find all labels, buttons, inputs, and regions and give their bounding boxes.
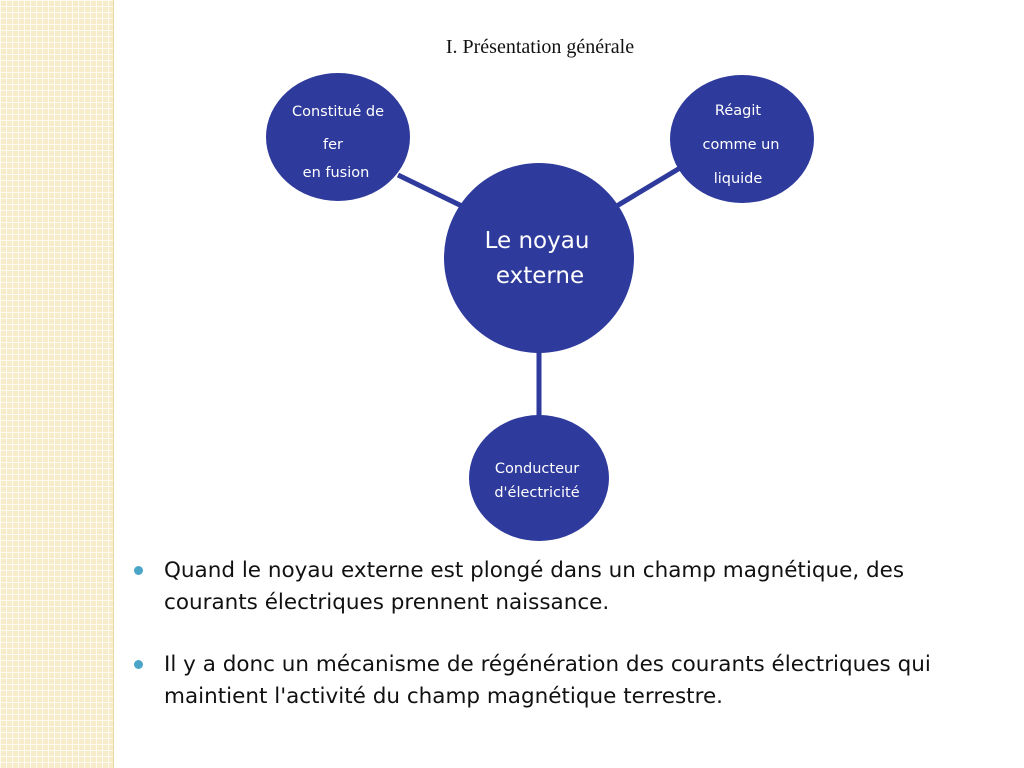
node-center	[444, 163, 634, 353]
node-bottom-line-2: d'électricité	[494, 485, 580, 501]
node-top-right-line-3: liquide	[713, 171, 763, 187]
bullet-dot-icon	[134, 566, 143, 575]
node-top-right-line-2: comme un	[702, 137, 780, 153]
bullet-dot-icon	[134, 660, 143, 669]
connector-top-left	[398, 175, 470, 210]
bullet-list	[130, 555, 970, 743]
bullet-text: Il y a donc un mécanisme de régénération des courants électriques qui maintient l'activité du champ magnétique terrestre.	[164, 652, 931, 709]
node-bottom	[469, 415, 609, 541]
bullet-item	[130, 555, 970, 619]
node-top-left	[266, 73, 410, 201]
node-bottom-line-1: Conducteur	[494, 461, 580, 477]
node-top-right	[670, 75, 814, 203]
connector-top-right	[610, 168, 680, 210]
node-top-left-line-2: fer	[323, 137, 343, 153]
node-center-line-1: Le noyau	[484, 228, 590, 254]
bullet-text: Quand le noyau externe est plongé dans un champ magnétique, des courants électriques prennent naissance.	[164, 558, 905, 615]
slide-title: I. Présentation générale	[445, 36, 635, 58]
node-top-right-line-1: Réagit	[714, 103, 762, 119]
bullet-item	[130, 649, 970, 713]
node-center-line-2: externe	[495, 263, 585, 289]
node-top-left-line-1: Constitué de	[292, 104, 384, 120]
node-top-left-line-3: en fusion	[302, 165, 370, 181]
